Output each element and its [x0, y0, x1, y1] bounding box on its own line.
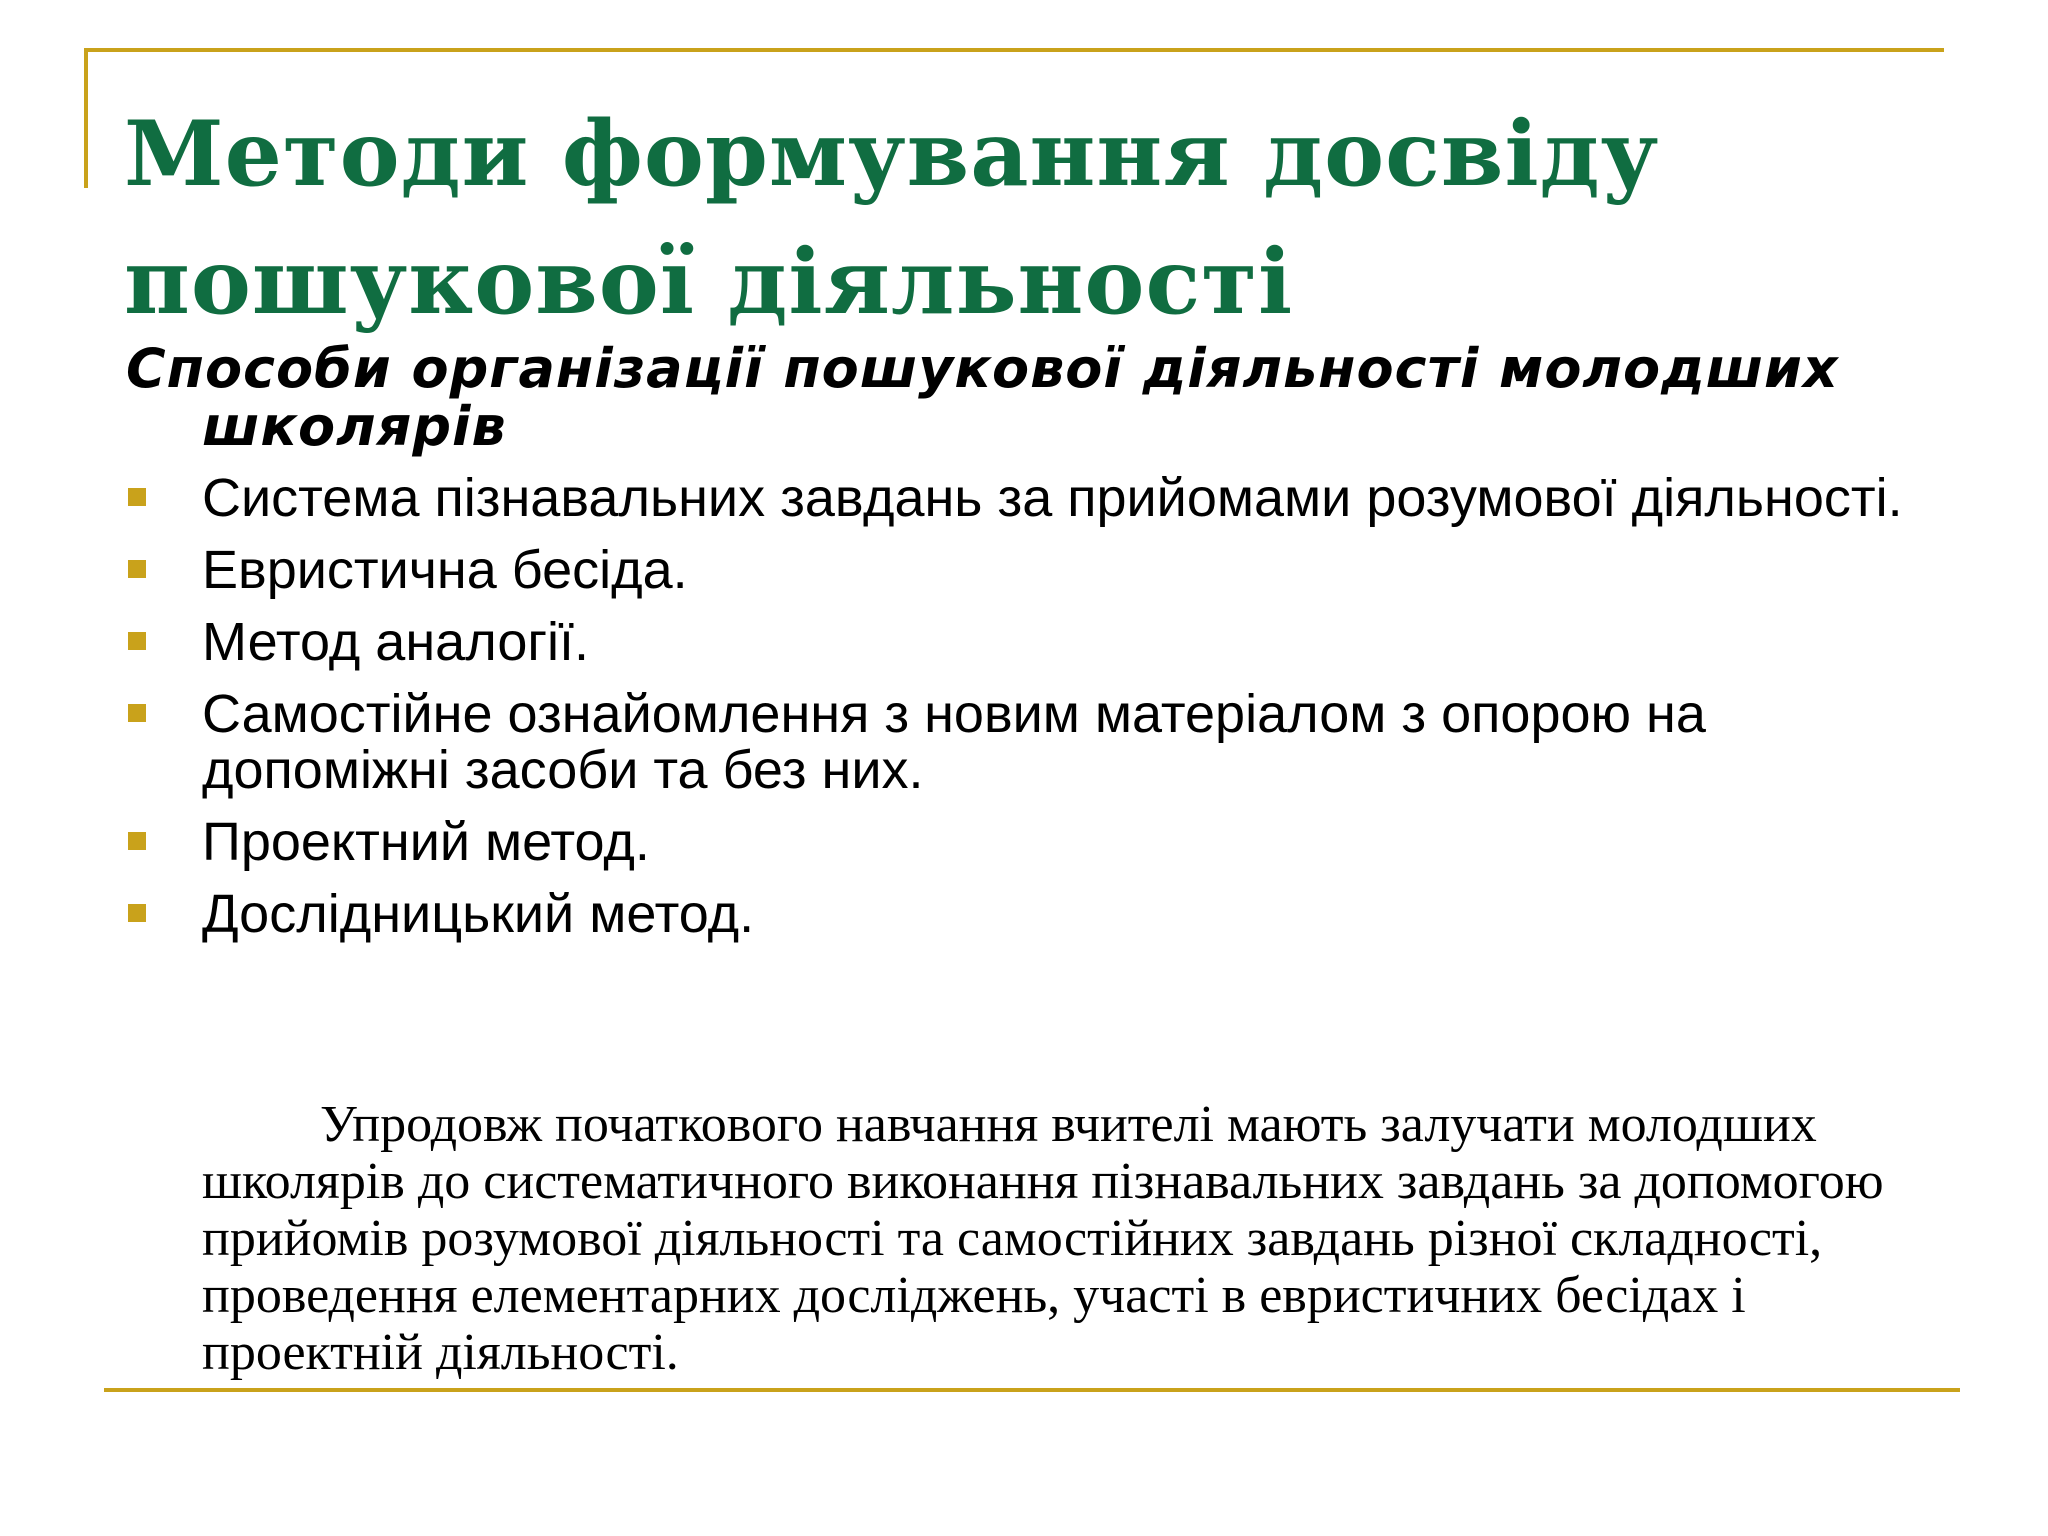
- list-item-label: Евристична бесіда.: [202, 540, 688, 600]
- square-bullet-icon: [128, 632, 146, 650]
- square-bullet-icon: [128, 904, 146, 922]
- top-divider: [84, 48, 1944, 52]
- list-item-label: Самостійне ознайомлення з новим матеріалом з опорою на допоміжні засоби та без них.: [202, 684, 1706, 800]
- square-bullet-icon: [128, 704, 146, 722]
- bottom-divider: [104, 1388, 1960, 1392]
- list-item-label: Проектний метод.: [202, 812, 650, 872]
- list-item: [124, 614, 1904, 670]
- list-item: [124, 470, 1904, 526]
- square-bullet-icon: [128, 832, 146, 850]
- slide-title: Методи формування досвіду пошукової діяльності: [124, 101, 1660, 335]
- left-divider: [84, 48, 88, 188]
- list-item-label: Метод аналогії.: [202, 612, 590, 672]
- slide-subtitle: Способи організації пошукової діяльності молодших школярів: [126, 337, 1839, 458]
- list-item: [124, 886, 1904, 942]
- list-item: [124, 686, 1904, 798]
- list-item-label: Система пізнавальних завдань за прийомами розумової діяльності.: [202, 468, 1903, 528]
- square-bullet-icon: [128, 560, 146, 578]
- methods-list: [124, 470, 1904, 958]
- list-item-label: Дослідницький метод.: [202, 884, 755, 944]
- summary-paragraph: Упродовж початкового навчання вчителі мають залучати молодших школярів до систематичного виконання пізнавальних завдань за допомогою прийомів розумової діяльності та самостійних завдань різної складності, проведення елементарних досліджень, участі в евристичних бесідах і проектній діяльності.: [202, 1096, 1884, 1381]
- square-bullet-icon: [128, 488, 146, 506]
- list-item: [124, 814, 1904, 870]
- list-item: [124, 542, 1904, 598]
